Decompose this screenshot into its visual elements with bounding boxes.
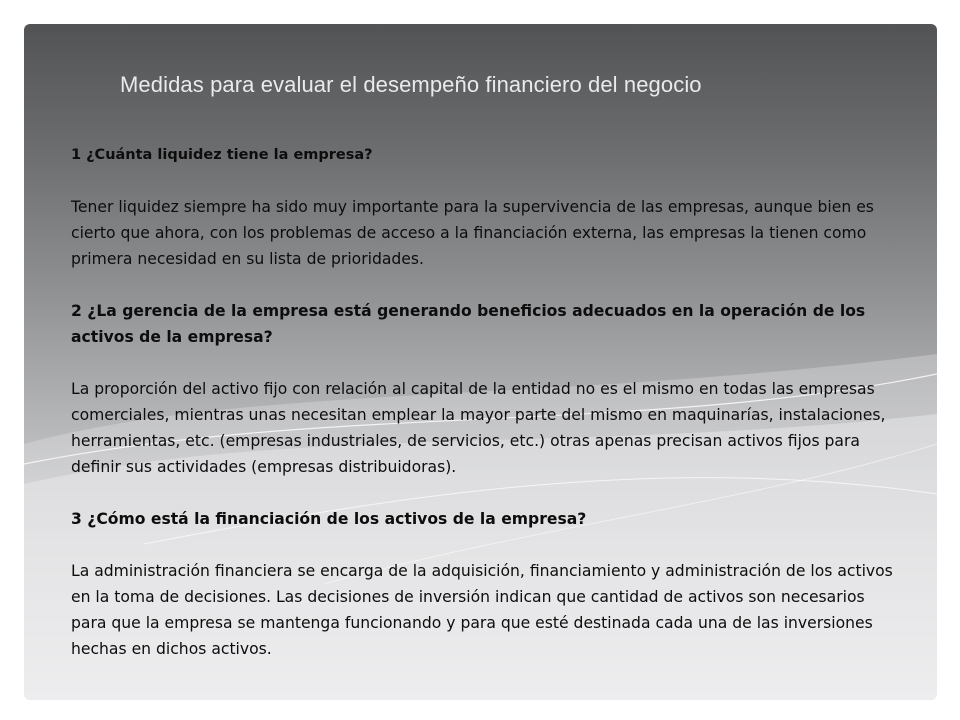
answer-1: Tener liquidez siempre ha sido muy importante para la supervivencia de las empresas, aunque bien es cierto que ahora, con los problemas de acceso a la financiación externa, las empresas la tienen como primera necesidad en su lista de prioridades. bbox=[71, 198, 874, 268]
answer-2: La proporción del activo fijo con relación al capital de la entidad no es el mismo en todas las empresas comerciales, mientras unas necesitan emplear la mayor parte del mismo en maquinarías, instalaciones, herramientas, etc. (empresas industriales, de servicios, etc.) otras apenas precisan activos fijos para definir sus actividades (empresas distribuidoras). bbox=[71, 380, 886, 476]
slide bbox=[24, 24, 937, 700]
answer-3: La administración financiera se encarga de la adquisición, financiamiento y administración de los activos en la toma de decisiones. Las decisiones de inversión indican que cantidad de activos son necesarios para que la empresa se mantenga funcionando y para que esté destinada cada una de las inversiones hechas en dichos activos. bbox=[71, 562, 893, 658]
slide-body bbox=[71, 142, 901, 688]
slide-title: Medidas para evaluar el desempeño financiero del negocio bbox=[120, 72, 702, 97]
question-3: 3 ¿Cómo está la financiación de los activos de la empresa? bbox=[71, 510, 587, 528]
question-1: 1 ¿Cuánta liquidez tiene la empresa? bbox=[71, 147, 373, 163]
question-2: 2 ¿La gerencia de la empresa está generando beneficios adecuados en la operación de los activos de la empresa? bbox=[71, 302, 866, 346]
